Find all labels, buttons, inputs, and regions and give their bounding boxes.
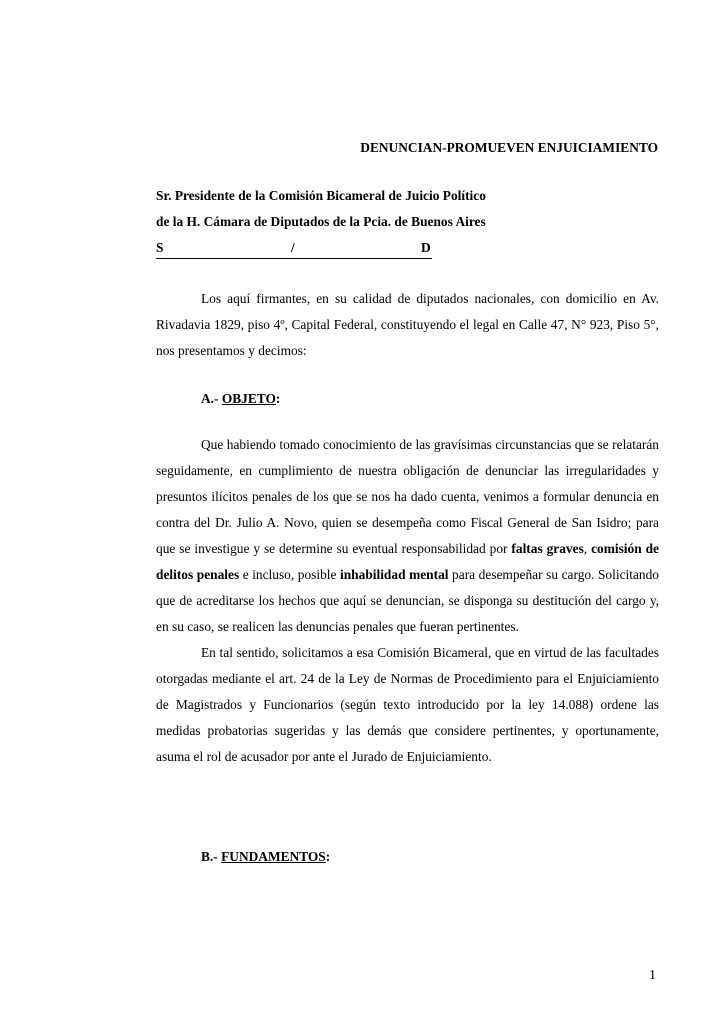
objeto-paragraph-2: En tal sentido, solicitamos a esa Comisión Bicameral, que en virtud de las facultades otorgadas mediante el art. 24 de la Ley de Normas de Procedimiento para el Enjuiciamiento de Magistrados y Funcionarios (según texto introducido por la ley 14.088) ordene las medidas probatorias sugeridas y las demás que considere pertinentes, y oportunamente, asuma el rol de acusador por ante el Jurado de Enjuiciamiento. xyxy=(156,645,659,764)
sd-slash: / xyxy=(291,240,295,255)
document-heading: DENUNCIAN-PROMUEVEN ENJUICIAMIENTO xyxy=(360,140,658,155)
objeto-text-1: Que habiendo tomado conocimiento de las gravísimas circunstancias que se relatarán seguidamente, en cumplimiento de nuestra obligación de denunciar las irregularidades y presuntos ilícitos penales de los que se nos ha dado cuenta, venimos a formular denuncia en contra del Dr. Julio A. Novo, quien se desempeña como Fiscal General de San Isidro; para que se investigue y se determine su eventual responsabilidad por xyxy=(156,437,659,556)
objeto-bold-faltas: faltas graves xyxy=(511,541,584,556)
page-number: 1 xyxy=(649,968,656,983)
intro-paragraph: Los aquí firmantes, en su calidad de diputados nacionales, con domicilio en Av. Rivadavia 1829, piso 4º, Capital Federal, constituyendo el legal en Calle 47, N° 923, Piso 5°, nos presentamos y decimos: xyxy=(156,291,659,358)
section-b-prefix: B.- xyxy=(201,849,222,864)
section-a-heading xyxy=(201,391,280,407)
section-a-title: OBJETO xyxy=(221,391,276,406)
objeto-text-3: para desempeñar su cargo. Solicitando que de acreditarse los hechos que aquí se denuncian, se disponga su destitución del cargo y, en su caso, se realicen las denuncias penales que fueran pertinentes. xyxy=(156,567,659,634)
section-b-title: FUNDAMENTOS xyxy=(221,849,326,864)
objeto-bold-delitos: comisión de delitos penales xyxy=(156,541,659,582)
objeto-text-2: e incluso, posible xyxy=(239,567,341,582)
sd-right: D xyxy=(421,240,431,255)
addressee-line-2: de la H. Cámara de Diputados de la Pcia. de Buenos Aires xyxy=(156,214,486,229)
sd-left: S xyxy=(156,240,164,255)
objeto-sep-1: , xyxy=(583,541,592,556)
section-a-suffix: : xyxy=(275,391,281,406)
section-b-suffix: : xyxy=(325,849,331,864)
salutation-sd-line xyxy=(156,240,432,259)
objeto-bold-inhabilidad: inhabilidad mental xyxy=(340,567,449,582)
addressee-line-1: Sr. Presidente de la Comisión Bicameral de Juicio Político xyxy=(156,188,486,203)
objeto-paragraph-1 xyxy=(156,432,659,640)
section-b-heading xyxy=(201,849,330,865)
section-a-prefix: A.- xyxy=(201,391,222,406)
